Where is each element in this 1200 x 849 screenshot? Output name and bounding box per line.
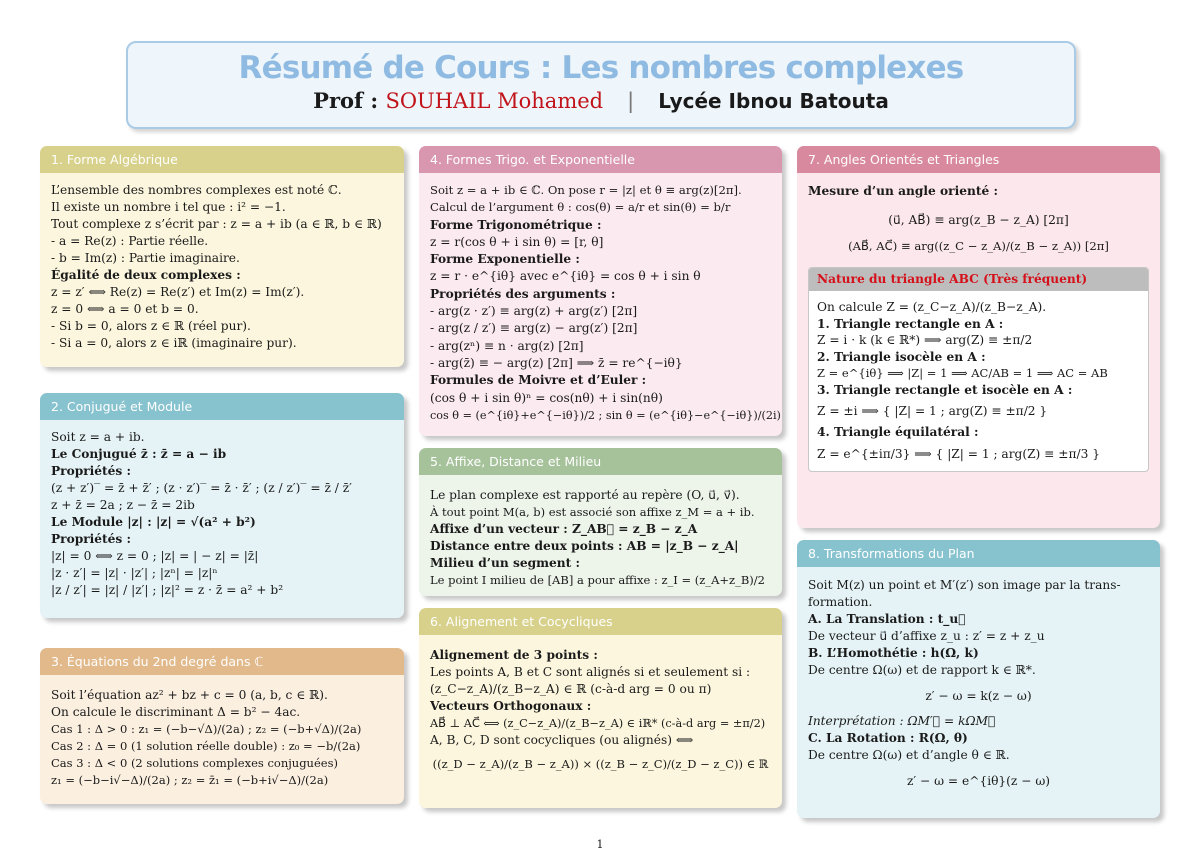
section-body (797, 173, 1160, 472)
text-line: - arg(z̄) ≡ − arg(z) [2π] ⟹ z̄ = re^{−iθ} (430, 355, 683, 370)
formula-line: ((z_D − z_A)/(z_B − z_A)) × ((z_B − z_C)/(z_D − z_C)) ∈ ℝ (432, 757, 769, 771)
subheading: Milieu d’un segment : (430, 556, 580, 570)
text-line: Le plan complexe est rapporté au repère (O, u⃗, v⃗). (430, 488, 740, 502)
section-transformations-plan (797, 540, 1160, 818)
section-title: 4. Formes Trigo. et Exponentielle (419, 146, 782, 173)
text-line: Calcul de l’argument θ : cos(θ) = a/r et sin(θ) = b/r (430, 200, 731, 215)
section-affixe-distance-milieu (419, 448, 782, 596)
subheading: Propriétés : (51, 464, 132, 478)
text-line: (z_C−z_A)/(z_B−z_A) ∈ ℝ (c-à-d arg = 0 ou π) (430, 682, 712, 696)
subheading: C. La Rotation : R(Ω, θ) (808, 731, 968, 745)
subheading: Forme Trigonométrique : (430, 217, 602, 232)
spacer (808, 200, 1149, 207)
text-line: On calcule Z = (z_C−z_A)/(z_B−z_A). (817, 300, 1047, 314)
formula-line: (AB⃗, AC⃗) ≡ arg((z_C − z_A)/(z_B − z_A)) [2π] (848, 239, 1109, 253)
subheading: Affixe d’un vecteur : Z_AB⃗ = z_B − z_A (430, 522, 698, 536)
text-line: Le point I milieu de [AB] a pour affixe : z_I = (z_A+z_B)/2 (430, 573, 765, 587)
text-line: |z · z′| = |z| · |z′| ; |zⁿ| = |z|ⁿ (51, 566, 218, 580)
text-line: - arg(zⁿ) ≡ n · arg(z) [2π] (430, 338, 584, 353)
text-line: Cas 3 : Δ < 0 (2 solutions complexes conjuguées) (51, 756, 338, 770)
section-conjugue-module (40, 393, 404, 618)
text-line: À tout point M(a, b) est associé son affixe z_M = a + ib. (430, 505, 755, 519)
section-title: 1. Forme Algébrique (40, 146, 404, 173)
formula-line: (u⃗, AB⃗) ≡ arg(z_B − z_A) [2π] (888, 213, 1069, 227)
subheading: Mesure d’un angle orienté : (808, 184, 998, 198)
text-line: - a = Re(z) : Partie réelle. (51, 234, 209, 248)
subheading: 2. Triangle isocèle en A : (817, 349, 986, 364)
section-forme-algebrique (40, 146, 404, 367)
text-line: - b = Im(z) : Partie imaginaire. (51, 251, 240, 265)
text-line: De centre Ω(ω) et de rapport k ∈ ℝ*. (808, 663, 1036, 677)
triangle-nature-box (808, 267, 1149, 472)
text-line: - arg(z / z′) ≡ arg(z) − arg(z′) [2π] (430, 321, 638, 336)
subheading: Égalité de deux complexes : (51, 268, 241, 282)
subheading: 3. Triangle rectangle et isocèle en A : (817, 382, 1073, 397)
inner-box-body (809, 291, 1148, 471)
section-body (40, 675, 404, 789)
text-line: Il existe un nombre i tel que : i² = −1. (51, 200, 286, 214)
prof-name: SOUHAIL Mohamed (385, 89, 604, 113)
section-title: 8. Transformations du Plan (797, 540, 1160, 567)
text-line: Z = e^{iθ} ⟹ |Z| = 1 ⟹ AC/AB = 1 ⟹ AC = AB (817, 366, 1108, 380)
formula-line: z′ − ω = e^{iθ}(z − ω) (906, 774, 1051, 788)
section-equations-2nd-degre (40, 648, 404, 804)
text-line: De vecteur u⃗ d’affixe z_u : z′ = z + z_u (808, 629, 1045, 643)
section-body (40, 173, 404, 352)
text-line: (cos θ + i sin θ)ⁿ = cos(nθ) + i sin(nθ) (430, 390, 663, 405)
text-line: z = z′ ⟺ Re(z) = Re(z′) et Im(z) = Im(z′). (51, 285, 305, 299)
text-line: On calcule le discriminant Δ = b² − 4ac. (51, 705, 301, 719)
text-line: |z| = 0 ⟺ z = 0 ; |z| = | − z| = |z̄| (51, 549, 259, 563)
formula-line: z′ − ω = k(z − ω) (925, 689, 1032, 703)
text-line: Cas 1 : Δ > 0 : z₁ = (−b−√Δ)/(2a) ; z₂ = (−b+√Δ)/(2a) (51, 722, 362, 736)
text-line: Soit M(z) un point et M′(z′) son image par la trans- (808, 578, 1121, 592)
subheading: Vecteurs Orthogonaux : (430, 699, 592, 713)
subheading: Propriétés des arguments : (430, 286, 616, 301)
section-alignement-cocycliques (419, 608, 782, 808)
page-title: Résumé de Cours : Les nombres complexes (238, 50, 964, 86)
text-line: z₁ = (−b−i√−Δ)/(2a) ; z₂ = z̄₁ = (−b+i√−Δ)/(2a) (51, 773, 329, 787)
text-line: AB⃗ ⊥ AC⃗ ⟺ (z_C−z_A)/(z_B−z_A) ∈ iℝ* (c-à-d arg = ±π/2) (430, 717, 766, 730)
subheading: 1. Triangle rectangle en A : (817, 316, 1004, 331)
text-line: De centre Ω(ω) et d’angle θ ∈ ℝ. (808, 748, 1010, 762)
subheading: 4. Triangle équilatéral : (817, 425, 979, 439)
text-line: - Si a = 0, alors z ∈ iℝ (imaginaire pur). (51, 336, 297, 350)
section-title: 7. Angles Orientés et Triangles (797, 146, 1160, 173)
text-line: (z + z′)‾ = z̄ + z̄′ ; (z · z′)‾ = z̄ · z̄′ ; (z / z′)‾ = z̄ / z̄′ (51, 481, 352, 495)
spacer (430, 749, 771, 756)
section-body (419, 173, 782, 424)
text-line: Soit z = a + ib. (51, 430, 145, 444)
text-line: |z / z′| = |z| / |z′| ; |z|² = z · z̄ = a² + b² (51, 583, 284, 597)
prof-label: Prof : (313, 88, 386, 113)
text-line: Soit z = a + ib ∈ ℂ. On pose r = |z| et θ ≡ arg(z)[2π]. (430, 183, 742, 197)
inner-box-title: Nature du triangle ABC (Très fréquent) (809, 268, 1148, 291)
section-title: 5. Affixe, Distance et Milieu (419, 448, 782, 475)
text-line: - Si b = 0, alors z ∈ ℝ (réel pur). (51, 319, 251, 333)
text-line: formation. (808, 595, 873, 609)
text-line: Cas 2 : Δ = 0 (1 solution réelle double) : z₀ = −b/(2a) (51, 739, 361, 753)
text-line: Z = ±i ⟹ { |Z| = 1 ; arg(Z) ≡ ±π/2 } (817, 404, 1048, 418)
text-line: Les points A, B et C sont alignés si et seulement si : (430, 665, 751, 679)
section-formes-trigo-exponentielle (419, 146, 782, 436)
subheading: Propriétés : (51, 532, 132, 546)
subheading: A. La Translation : t_u⃗ (808, 612, 966, 626)
header-separator: | (627, 89, 635, 113)
section-body (419, 475, 782, 589)
subheading: Formules de Moivre et d’Euler : (430, 373, 647, 388)
section-body (40, 420, 404, 599)
page-number: 1 (596, 838, 604, 849)
section-angles-orientes-triangles (797, 146, 1160, 528)
text-line: z = r(cos θ + i sin θ) = [r, θ] (430, 234, 604, 249)
text-line: cos θ = (e^{iθ}+e^{−iθ})/2 ; sin θ = (e^{iθ}−e^{−iθ})/(2i) (430, 408, 781, 422)
subheading: Alignement de 3 points : (430, 648, 598, 662)
section-title: 3. Équations du 2nd degré dans ℂ (40, 648, 404, 675)
text-line: Soit l’équation az² + bz + c = 0 (a, b, c ∈ ℝ). (51, 688, 328, 702)
school-name: Lycée Ibnou Batouta (658, 89, 889, 113)
text-line: Z = i · k (k ∈ ℝ*) ⟹ arg(Z) ≡ ±π/2 (817, 333, 1033, 347)
text-line: Tout complexe z s’écrit par : z = a + ib (a ∈ ℝ, b ∈ ℝ) (51, 217, 382, 231)
subheading: Le Conjugué z̄ : z̄ = a − ib (51, 447, 227, 461)
header-subtitle (128, 88, 1074, 113)
text-line: z = 0 ⟺ a = 0 et b = 0. (51, 302, 199, 316)
text-line: A, B, C, D sont cocycliques (ou alignés) ⟺ (430, 733, 694, 747)
subheading: Le Module |z| : |z| = √(a² + b²) (51, 515, 256, 529)
text-line: Interprétation : ΩM′⃗ = kΩM⃗ (808, 714, 996, 728)
section-body (797, 567, 1160, 798)
subheading: Distance entre deux points : AB = |z_B − z_A| (430, 539, 739, 553)
text-line: L’ensemble des nombres complexes est noté ℂ. (51, 183, 342, 197)
section-body (419, 635, 782, 773)
text-line: - arg(z · z′) ≡ arg(z) + arg(z′) [2π] (430, 304, 638, 319)
text-line: z + z̄ = 2a ; z − z̄ = 2ib (51, 498, 195, 512)
subheading: B. L’Homothétie : h(Ω, k) (808, 646, 979, 660)
section-title: 2. Conjugué et Module (40, 393, 404, 420)
section-title: 6. Alignement et Cocycliques (419, 608, 782, 635)
text-line: z = r · e^{iθ} avec e^{iθ} = cos θ + i sin θ (430, 269, 701, 284)
page-header (126, 41, 1076, 129)
subheading: Forme Exponentielle : (430, 252, 580, 267)
text-line: Z = e^{±iπ/3} ⟹ { |Z| = 1 ; arg(Z) ≡ ±π/3 } (817, 446, 1100, 461)
